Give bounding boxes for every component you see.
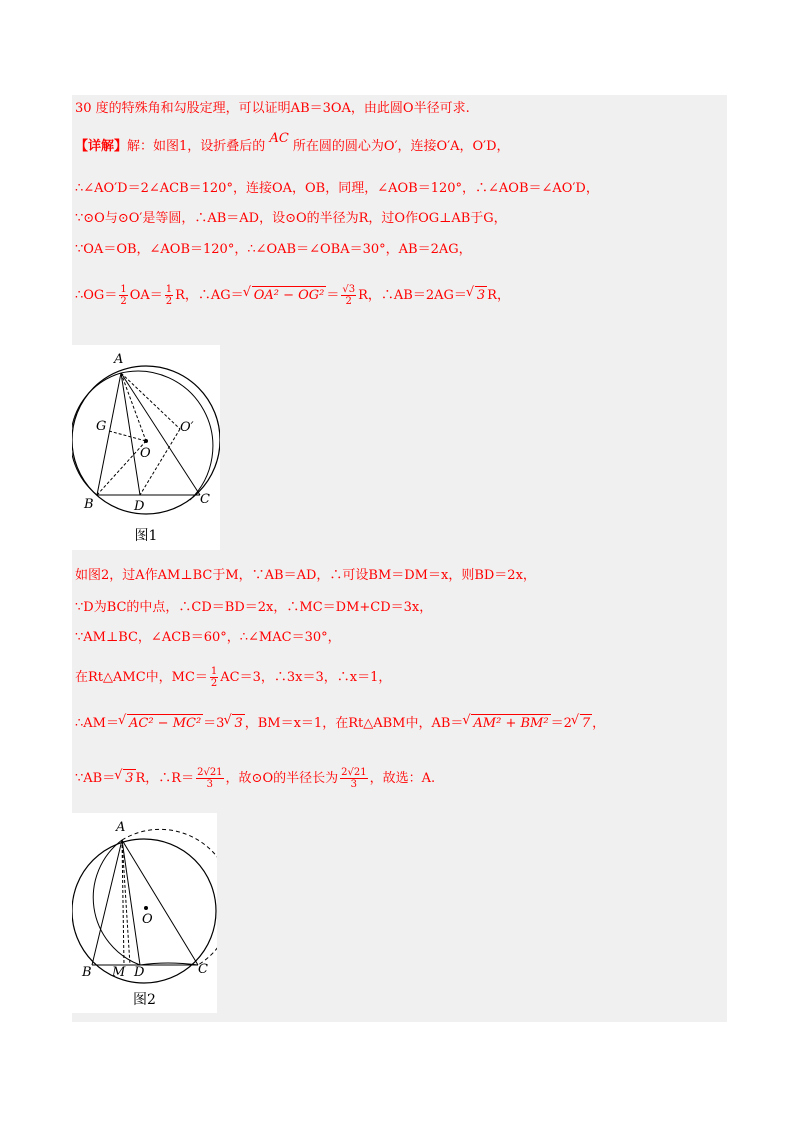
label-m: M <box>112 965 126 980</box>
label-o-prime: O′ <box>180 420 194 435</box>
sqrt-7: √ 7 <box>580 714 592 733</box>
figure-2-diagram <box>72 813 217 1013</box>
text-line-5 <box>75 241 472 259</box>
line-11e: ，BM＝x＝1，在Rt△ABM中，AB＝ <box>244 716 464 731</box>
frac-num: 1 <box>210 666 218 677</box>
frac-den: 3 <box>206 779 213 790</box>
line-9-text: ∵AM⊥BC，∠ACB＝60°，∴∠MAC＝30°， <box>75 630 341 645</box>
fraction-half-3 <box>210 666 218 689</box>
line-11c: ＝3 <box>203 716 225 731</box>
line-6h: R， <box>487 288 510 303</box>
sqrt-ac-mc: √ AC² − MC² <box>127 714 203 733</box>
line-12d: ，故⊙O的半径长为 <box>225 771 339 786</box>
line-2-text: 解：如图1，设折叠后的 <box>127 139 266 154</box>
label-c: C <box>200 492 210 507</box>
figure-1-caption: 图1 <box>134 528 158 544</box>
fraction-r-2 <box>340 767 367 790</box>
line-10b: AC＝3，∴3x＝3，∴x＝1， <box>220 670 392 685</box>
line-6a: ∴OG＝ <box>75 288 118 303</box>
figure-1 <box>72 345 220 550</box>
line-2b-text: 所在圆的圆心为O′，连接O′A，O′D， <box>292 139 510 154</box>
line-11i: ， <box>592 716 606 731</box>
line-8-text: ∵D为BC的中点，∴CD＝BD＝2x，∴MC＝DM+CD＝3x， <box>75 600 433 615</box>
frac-den: 2 <box>165 296 173 307</box>
fraction-r-1 <box>196 767 223 790</box>
line-12c: R，∴R＝ <box>135 771 195 786</box>
sqrt-3-c: √ 3 <box>123 769 135 788</box>
figure-1-diagram <box>72 345 220 550</box>
frac-num: 2√21 <box>341 767 367 778</box>
text-line-3 <box>75 180 599 198</box>
sqrt-3: √ 3 <box>475 286 487 305</box>
label-b: B <box>82 965 92 980</box>
sqrt-am-bm: √ AM² + BM² <box>471 714 550 733</box>
line-11a: ∴AM＝ <box>75 716 119 731</box>
line-4-text: ∵⊙O与⊙O′是等圆，∴AB＝AD，设⊙O的半径为R，过O作OG⊥AB于G， <box>75 211 507 226</box>
figure-2-caption: 图2 <box>133 992 156 1008</box>
label-o: O <box>140 446 151 461</box>
text-line-4 <box>75 210 507 228</box>
label-a: A <box>116 820 126 835</box>
fraction-half-2 <box>165 284 173 307</box>
arc-ac-label: AC <box>269 131 289 146</box>
frac-num: 1 <box>165 284 173 295</box>
text-line-9 <box>75 629 341 647</box>
fraction-half-1 <box>119 284 127 307</box>
detail-tag: 【详解】 <box>75 139 128 154</box>
label-o: O <box>142 912 153 927</box>
text-line-10 <box>75 666 391 689</box>
text-line-11 <box>75 714 605 733</box>
text-line-1 <box>75 100 470 118</box>
line-12a: ∵AB＝ <box>75 771 116 786</box>
frac-den: 3 <box>350 779 358 790</box>
sqrt-3-b: √ 3 <box>232 714 244 733</box>
line-5-text: ∵OA＝OB，∠AOB＝120°，∴∠OAB＝∠OBA＝30°，AB＝2AG， <box>75 242 472 257</box>
figure-2 <box>72 813 217 1013</box>
line-6c: R，∴AG＝ <box>175 288 244 303</box>
frac-den: 2 <box>345 296 352 307</box>
line-11g: ＝2 <box>550 716 572 731</box>
line-10a: 在Rt△AMC中，MC＝ <box>75 670 208 685</box>
text-line-7 <box>75 567 536 585</box>
frac-num: 2√21 <box>197 767 223 778</box>
fraction-sqrt3-half <box>341 284 356 307</box>
frac-den: 2 <box>120 296 127 307</box>
line-6f: R，∴AB＝2AG＝ <box>358 288 467 303</box>
label-d: D <box>134 499 145 514</box>
text-line-6 <box>75 284 510 307</box>
frac-num: 1 <box>120 284 127 295</box>
line-12e: ，故选：A. <box>369 771 436 786</box>
frac-num: √3 <box>342 284 356 295</box>
line-7-text: 如图2，过A作AM⊥BC于M，∵AB＝AD，∴可设BM＝DM＝x，则BD＝2x， <box>75 568 536 583</box>
line-6e: ＝ <box>326 288 340 303</box>
text-line-12 <box>75 767 435 790</box>
line-6b: OA＝ <box>129 288 163 303</box>
label-c: C <box>198 962 208 977</box>
text-line-8 <box>75 599 432 617</box>
line-3-text: ∴∠AO′D＝2∠ACB＝120°，连接OA，OB，同理，∠AOB＝120°，∴∠AOB＝∠AO′D， <box>75 181 599 196</box>
label-g: G <box>96 419 107 434</box>
sqrt-oa-og: √ OA² − OG² <box>252 286 327 305</box>
frac-den: 2 <box>210 678 218 689</box>
label-b: B <box>84 497 94 512</box>
text-line-2 <box>75 131 510 156</box>
label-d: D <box>134 965 145 980</box>
line-1-text: 30 度的特殊角和勾股定理，可以证明AB＝3OA，由此圆O半径可求. <box>75 101 470 116</box>
label-a: A <box>114 352 124 367</box>
